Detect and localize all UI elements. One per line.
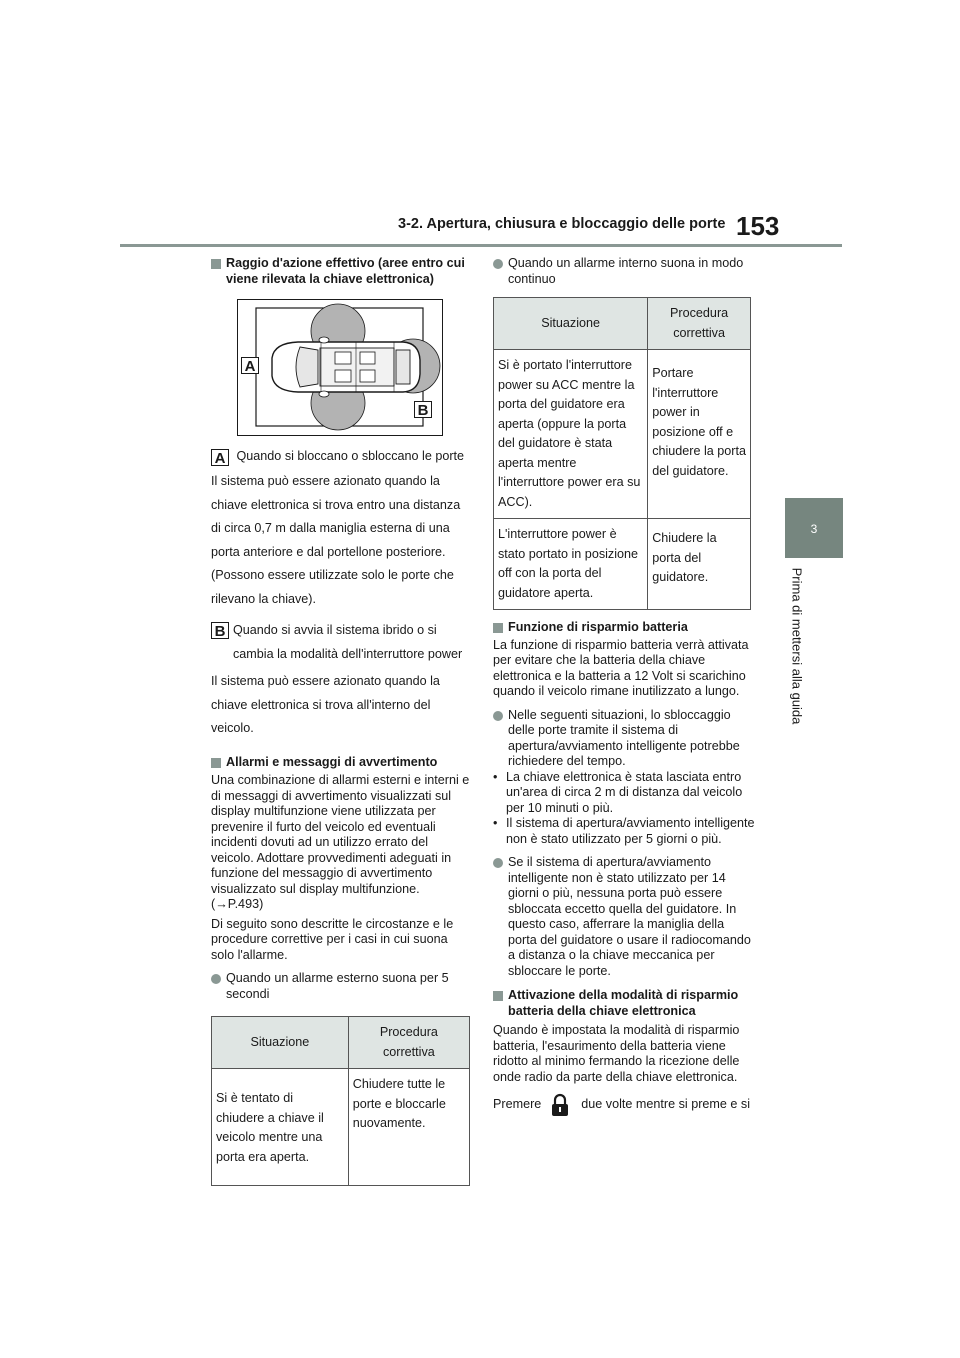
battery-heading: Attivazione della modalità di risparmio batteria della chiave elettronica bbox=[493, 988, 755, 1019]
battery-paragraph: Quando è impostata la modalità di risparmio batteria, l'esaurimento della batteria viene ridotto al minimo fermando la ricezione delle onde radio da parte della chiave elettronica. bbox=[493, 1023, 740, 1084]
rear-window bbox=[396, 350, 410, 384]
page-number: 153 bbox=[736, 211, 780, 241]
round-bullet-icon bbox=[493, 858, 503, 868]
press-before: Premere bbox=[493, 1097, 542, 1112]
table2-header-procedure: Procedura correttiva bbox=[648, 298, 751, 350]
item-b-text: Il sistema può essere azionato quando la chiave elettronica si trova all'interno del veicolo. bbox=[211, 674, 440, 735]
windshield bbox=[296, 347, 318, 387]
right-column bbox=[493, 256, 755, 1117]
saver-paragraph: La funzione di risparmio batteria verrà attivata per evitare che la batteria della chiave elettronica e la batteria a 12 Volt si scarichino quando il veicolo rimane inutilizzato a lungo. bbox=[493, 637, 749, 698]
chapter-tab bbox=[785, 498, 843, 558]
alarms-paragraph-2: Di seguito sono descritte le circostanze e le procedure correttive per i casi in cui suona solo l'allarme. bbox=[211, 916, 454, 962]
table1-header-situation: Situazione bbox=[212, 1017, 349, 1069]
press-after: due volte mentre si preme e si bbox=[581, 1097, 750, 1112]
header-section-title: 3-2. Apertura, chiusura e bloccaggio delle porte bbox=[398, 216, 726, 232]
mirror-right bbox=[319, 391, 329, 397]
internal-alarm-table bbox=[493, 297, 751, 610]
round-bullet-icon bbox=[493, 711, 503, 721]
table2-row1-situation: Si è portato l'interruttore power su ACC mentre la porta del guidatore era aperta (oppure la porta del guidatore è stata aperta mentre l'interruttore power era su ACC). bbox=[494, 350, 648, 519]
round-bullet-icon bbox=[211, 974, 221, 984]
item-a bbox=[211, 444, 471, 468]
figure-label-a: A bbox=[241, 357, 259, 374]
sub-bullet-icon: • bbox=[493, 816, 498, 830]
figure-label-b: B bbox=[414, 401, 432, 418]
alarms-heading: Allarmi e messaggi di avvertimento bbox=[211, 755, 471, 771]
table-row bbox=[494, 350, 751, 519]
sub-item-1: • La chiave elettronica è stata lasciata entro un'area di circa 2 m di distanza dal veicolo per 10 minuti o più. bbox=[493, 769, 743, 815]
alarms-paragraph-1: Una combinazione di allarmi esterni e interni e di messaggi di avvertimento visualizzati sul display multifunzione viene utilizzata per prevenire il furto del veicolo ed eventuali incidenti dovuti ad un utilizzo errato del veicolo. Adottare provvedimenti adeguati in funzione del messaggio di avvertimento visualizzato sul display multifunzione. (→P.493) bbox=[211, 773, 470, 911]
table-row bbox=[494, 519, 751, 610]
item-b bbox=[211, 619, 471, 666]
header-rule bbox=[120, 244, 842, 247]
seat-rl bbox=[360, 352, 375, 364]
table2-header-situation: Situazione bbox=[494, 298, 648, 350]
range-figure bbox=[237, 299, 443, 436]
left-column bbox=[211, 256, 471, 1186]
roof bbox=[320, 348, 394, 386]
item-b-title: Quando si avvia il sistema ibrido o si cambia la modalità dell'interruttore power bbox=[233, 623, 463, 661]
chapter-number: 3 bbox=[810, 522, 818, 536]
internal-alarm-bullet: Quando un allarme interno suona in modo continuo bbox=[493, 256, 755, 287]
car-range-diagram bbox=[238, 300, 441, 434]
label-b-box: B bbox=[211, 622, 229, 639]
lock-button-icon bbox=[549, 1093, 571, 1117]
square-bullet-icon bbox=[493, 991, 503, 1001]
sub-item-2: • Il sistema di apertura/avviamento intelligente non è stato utilizzato per 5 giorni o più. bbox=[493, 816, 755, 846]
table2-row1-procedure: Portare l'interruttore power in posizione off e chiudere la porta del guidatore. bbox=[648, 350, 751, 519]
saver-heading: Funzione di risparmio batteria bbox=[493, 620, 755, 636]
saver-bullet-2: Se il sistema di apertura/avviamento intelligente non è stato utilizzato per 14 giorni o più, nessuna porta può essere sbloccata eccetto quella del guidatore. In questo caso, afferrare la maniglia della porta del guidatore o usare il radiocomando a distanza o la chiave meccanica per sbloccare le porte. bbox=[493, 855, 755, 979]
press-instruction bbox=[493, 1093, 755, 1117]
square-bullet-icon bbox=[493, 623, 503, 633]
sub-bullet-icon: • bbox=[493, 769, 498, 784]
seat-fl bbox=[335, 352, 351, 364]
square-bullet-icon bbox=[211, 259, 221, 269]
seat-rr bbox=[360, 370, 375, 382]
chapter-title-vertical bbox=[786, 560, 808, 732]
item-a-text: Il sistema può essere azionato quando la chiave elettronica si trova entro una distanza di circa 0,7 m dalla maniglia esterna di una porta anteriore e dal portellone posteriore. (Possono essere utilizzate solo le porte che rilevano la chiave). bbox=[211, 474, 461, 606]
table1-cell-situation: Si è tentato di chiudere a chiave il veicolo mentre una porta era aperta. bbox=[212, 1069, 349, 1186]
seat-fr bbox=[335, 370, 351, 382]
chapter-title: Prima di mettersi alla guida bbox=[789, 567, 805, 725]
table2-row2-situation: L'interruttore power è stato portato in posizione off con la porta del guidatore aperta. bbox=[494, 519, 648, 610]
range-heading: Raggio d'azione effettivo (aree entro cui viene rilevata la chiave elettronica) bbox=[211, 256, 471, 287]
table1-cell-procedure: Chiudere tutte le porte e bloccarle nuovamente. bbox=[348, 1069, 469, 1186]
table2-row2-procedure: Chiudere la porta del guidatore. bbox=[648, 519, 751, 610]
round-bullet-icon bbox=[493, 259, 503, 269]
item-a-title: Quando si bloccano o sbloccano le porte bbox=[236, 449, 465, 463]
saver-bullet-1: Nelle seguenti situazioni, lo sbloccaggio delle porte tramite il sistema di apertura/avviamento intelligente potrebbe richiedere del tempo. bbox=[493, 708, 755, 770]
table1-header-procedure: Procedura correttiva bbox=[348, 1017, 469, 1069]
label-a-box: A bbox=[211, 449, 229, 466]
mirror-left bbox=[319, 337, 329, 343]
table-row bbox=[212, 1069, 470, 1186]
external-alarm-table bbox=[211, 1016, 470, 1186]
square-bullet-icon bbox=[211, 758, 221, 768]
external-alarm-bullet: Quando un allarme esterno suona per 5 secondi bbox=[211, 971, 471, 1002]
